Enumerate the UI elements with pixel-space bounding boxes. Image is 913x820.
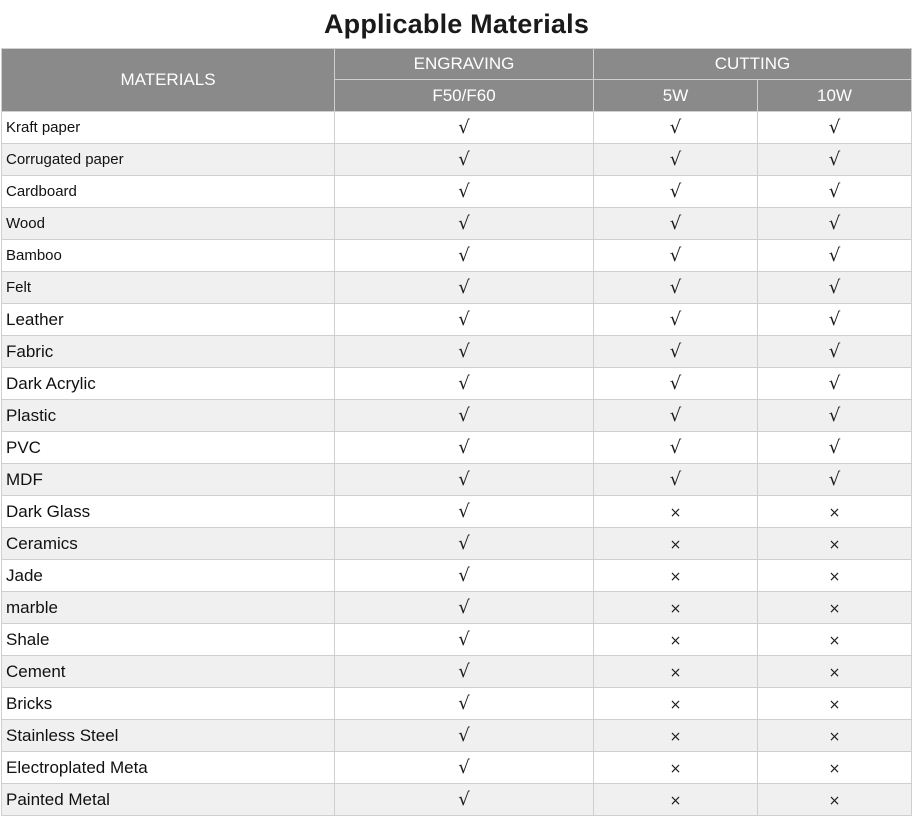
check-mark-icon: √ [669,309,682,330]
check-mark-icon: √ [669,469,682,490]
table-row [2,560,912,592]
cutting-5w-cell [594,304,758,336]
material-name-cell: Fabric [2,336,335,368]
table-row [2,368,912,400]
material-name-cell: Felt [2,272,335,304]
cutting-5w-cell [594,464,758,496]
check-mark-icon: √ [669,437,682,458]
check-mark-icon: √ [669,245,682,266]
cutting-10w-cell [758,400,912,432]
table-row [2,272,912,304]
check-mark-icon: √ [458,533,470,554]
cutting-10w-cell [758,720,912,752]
check-mark-icon: √ [458,405,470,426]
cross-mark-icon: × [669,568,682,585]
cutting-10w-cell [758,240,912,272]
check-mark-icon: √ [828,245,841,266]
check-mark-icon: √ [458,789,470,810]
table-row [2,432,912,464]
check-mark-icon: √ [669,213,682,234]
material-name-cell: Cement [2,656,335,688]
check-mark-icon: √ [458,373,470,394]
material-name-cell: Wood [2,208,335,240]
material-name-cell: Ceramics [2,528,335,560]
cutting-5w-cell [594,496,758,528]
material-name-cell: Kraft paper [2,112,335,144]
cutting-10w-cell [758,208,912,240]
cross-mark-icon: × [669,728,682,745]
cutting-10w-cell [758,688,912,720]
table-row [2,112,912,144]
cutting-5w-cell [594,400,758,432]
check-mark-icon: √ [458,437,470,458]
engraving-cell [335,720,594,752]
material-name-cell: Corrugated paper [2,144,335,176]
check-mark-icon: √ [458,725,470,746]
table-row [2,400,912,432]
cross-mark-icon: × [669,536,682,553]
cross-mark-icon: × [828,600,841,617]
engraving-cell [335,112,594,144]
cross-mark-icon: × [669,696,682,713]
table-row [2,592,912,624]
check-mark-icon: √ [458,149,470,170]
cutting-10w-cell [758,496,912,528]
engraving-cell [335,528,594,560]
cutting-10w-cell [758,272,912,304]
cross-mark-icon: × [828,536,841,553]
table-row [2,176,912,208]
check-mark-icon: √ [458,277,470,298]
table-row [2,624,912,656]
cutting-5w-cell [594,176,758,208]
cross-mark-icon: × [828,632,841,649]
engraving-cell [335,144,594,176]
cross-mark-icon: × [669,760,682,777]
cutting-10w-cell [758,368,912,400]
cutting-10w-cell [758,624,912,656]
check-mark-icon: √ [828,309,841,330]
check-mark-icon: √ [828,405,841,426]
material-name-cell: Leather [2,304,335,336]
material-name-cell: marble [2,592,335,624]
table-row [2,656,912,688]
material-name-cell: PVC [2,432,335,464]
check-mark-icon: √ [828,149,841,170]
cutting-5w-cell [594,336,758,368]
check-mark-icon: √ [828,437,841,458]
check-mark-icon: √ [458,597,470,618]
check-mark-icon: √ [828,117,841,138]
material-name-cell: Dark Acrylic [2,368,335,400]
material-name-cell: MDF [2,464,335,496]
check-mark-icon: √ [458,565,470,586]
check-mark-icon: √ [458,501,470,522]
cutting-10w-header: 10W [758,80,912,112]
cross-mark-icon: × [828,568,841,585]
engraving-cell [335,336,594,368]
check-mark-icon: √ [458,693,470,714]
cutting-10w-cell [758,304,912,336]
material-name-cell: Plastic [2,400,335,432]
cross-mark-icon: × [828,696,841,713]
cutting-5w-cell [594,752,758,784]
cutting-5w-cell [594,144,758,176]
check-mark-icon: √ [669,149,682,170]
cutting-5w-cell [594,240,758,272]
check-mark-icon: √ [669,373,682,394]
table-row [2,208,912,240]
check-mark-icon: √ [669,181,682,202]
cutting-10w-cell [758,592,912,624]
cutting-10w-cell [758,464,912,496]
cross-mark-icon: × [828,504,841,521]
table-row [2,336,912,368]
engraving-model-header: F50/F60 [335,80,594,112]
material-name-cell: Shale [2,624,335,656]
cutting-10w-cell [758,560,912,592]
cross-mark-icon: × [828,792,841,809]
materials-table [1,48,912,816]
cross-mark-icon: × [669,504,682,521]
table-row [2,752,912,784]
cross-mark-icon: × [669,664,682,681]
cutting-5w-cell [594,720,758,752]
cutting-5w-cell [594,272,758,304]
table-body [2,112,912,816]
table-row [2,304,912,336]
engraving-cell [335,560,594,592]
check-mark-icon: √ [828,341,841,362]
cutting-10w-cell [758,784,912,816]
cross-mark-icon: × [669,632,682,649]
cutting-5w-header: 5W [594,80,758,112]
cutting-5w-cell [594,112,758,144]
table-row [2,720,912,752]
check-mark-icon: √ [458,661,470,682]
engraving-cell [335,176,594,208]
check-mark-icon: √ [828,213,841,234]
cross-mark-icon: × [669,792,682,809]
material-name-cell: Bricks [2,688,335,720]
cutting-10w-cell [758,432,912,464]
check-mark-icon: √ [458,117,470,138]
material-name-cell: Stainless Steel [2,720,335,752]
material-name-cell: Dark Glass [2,496,335,528]
cutting-10w-cell [758,144,912,176]
cutting-10w-cell [758,528,912,560]
engraving-cell [335,400,594,432]
cross-mark-icon: × [828,760,841,777]
engraving-cell [335,432,594,464]
cross-mark-icon: × [828,664,841,681]
cutting-5w-cell [594,432,758,464]
check-mark-icon: √ [458,757,470,778]
table-row [2,496,912,528]
engraving-cell [335,208,594,240]
check-mark-icon: √ [669,277,682,298]
engraving-cell [335,272,594,304]
cutting-5w-cell [594,784,758,816]
cutting-5w-cell [594,368,758,400]
engraving-cell [335,592,594,624]
page-title: Applicable Materials [323,9,590,39]
cutting-5w-cell [594,528,758,560]
engraving-cell [335,240,594,272]
check-mark-icon: √ [669,405,682,426]
check-mark-icon: √ [458,213,470,234]
material-name-cell: Jade [2,560,335,592]
check-mark-icon: √ [458,309,470,330]
cutting-5w-cell [594,688,758,720]
check-mark-icon: √ [669,341,682,362]
cutting-group-header: CUTTING [594,49,912,80]
table-row [2,528,912,560]
engraving-cell [335,688,594,720]
engraving-cell [335,304,594,336]
check-mark-icon: √ [828,469,841,490]
engraving-cell [335,784,594,816]
cutting-5w-cell [594,560,758,592]
check-mark-icon: √ [458,245,470,266]
material-name-cell: Cardboard [2,176,335,208]
check-mark-icon: √ [828,181,841,202]
material-name-cell: Painted Metal [2,784,335,816]
check-mark-icon: √ [458,341,470,362]
engraving-cell [335,656,594,688]
cutting-5w-cell [594,624,758,656]
check-mark-icon: √ [828,373,841,394]
check-mark-icon: √ [828,277,841,298]
cutting-5w-cell [594,208,758,240]
engraving-cell [335,624,594,656]
materials-column-header: MATERIALS [2,49,335,112]
cutting-10w-cell [758,656,912,688]
table-row [2,784,912,816]
engraving-cell [335,368,594,400]
cutting-5w-cell [594,592,758,624]
check-mark-icon: √ [669,117,682,138]
engraving-cell [335,496,594,528]
table-row [2,144,912,176]
table-row [2,240,912,272]
material-name-cell: Bamboo [2,240,335,272]
table-header [2,49,912,112]
engraving-cell [335,752,594,784]
cutting-10w-cell [758,336,912,368]
cutting-10w-cell [758,112,912,144]
table-row [2,464,912,496]
engraving-group-header: ENGRAVING [335,49,594,80]
check-mark-icon: √ [458,629,470,650]
cross-mark-icon: × [669,600,682,617]
cutting-5w-cell [594,656,758,688]
engraving-cell [335,464,594,496]
material-name-cell: Electroplated Meta [2,752,335,784]
table-row [2,688,912,720]
check-mark-icon: √ [458,469,470,490]
check-mark-icon: √ [458,181,470,202]
cutting-10w-cell [758,176,912,208]
cutting-10w-cell [758,752,912,784]
cross-mark-icon: × [828,728,841,745]
